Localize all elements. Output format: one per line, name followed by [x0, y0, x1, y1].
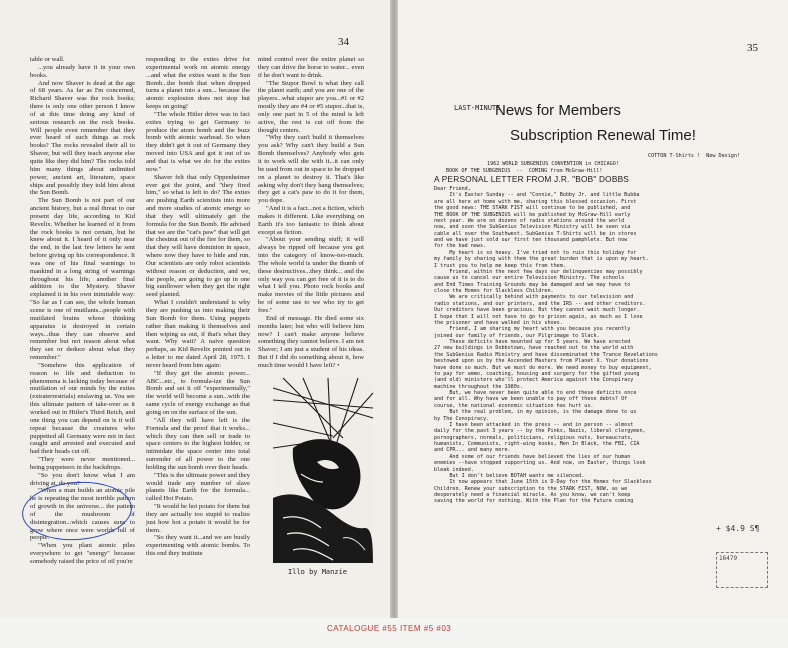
paragraph: "The whole Hitler drive was in fact exties trying to get Germany to produce the atom bomb and the buzz bomb with atomic warhead. So when they didn't get it out of Germany they moved into USA and got it out of us and that is what we do for the exties now.": [146, 110, 250, 173]
paragraph: table or wall.: [30, 56, 65, 63]
paragraph: "So you don't know what I am driving at, do you?: [30, 471, 135, 487]
page-number-right: 35: [747, 42, 758, 54]
inventory-stamp: [716, 552, 768, 588]
letter-paragraph: It's Easter Sunday -- and "Connie," Bobby Jr. and little Bubba are all here at home with me, sharing this blessed occasion. First the good news: THE STARK FIST will continue to be published, and THE BOOK OF THE SUBGENIUS will be published by McGraw-Hill early next year. We are on dozens of radio stations around the world now, and soon the SubGenius Television Ministry will be seen via cable all over the Southwest. SubGenius T-Shirts will be in stores and we have just sold our first ten thousand pamphlets. But now for the bad news.: [434, 192, 640, 250]
convention-notice: 1962 WORLD SUBGENIUS CONVENTION in CHICAGO!: [487, 161, 619, 167]
paragraph: "If they get the atomic power... ABC...etc., to formula-ize the Sun Bomb and set it off "experimentally," the world will become a sun...with the same cycle of energy exchange as that going on on the surface of the sun.: [146, 369, 250, 416]
illustration-art: [273, 378, 373, 563]
paragraph: "All they will have left is the Formula and the proof that it works... which they can then sell or trade to space centers to the highest bidder, or intimidate the space center into total surrender of all power to the one holding the sun bomb over their heads.: [146, 416, 250, 471]
letter-paragraph: I have been attacked in the press -- and in person -- almost daily for the past 3 years -- by the Pinks, Nazis, liberal clergymen, pornographers, normals, politicians, religious nuts, bureaucrats, humanists, Communists, right-wing kooks, Men In Black, the FBI, CIA and CPR... and many more.: [434, 421, 646, 454]
illustration-image: [273, 378, 373, 563]
paragraph: "The Stupor Bowl is what they call the planet earth; and you are one of the players...what stupor are you...#1 or #2 mostly they are #4 or #5 stupor...that is, only one part in 5 of the mind is left active, the rest is cut off from the thought centers.: [258, 79, 364, 134]
letter-paragraph: It now appears that June 15th is D-Day for the Homes for Slackless Children. Renew your subscription to the STARK FIST, NOW, as we desperately need a financial miracle. As you know, we can't keep saving the world for nothing. With the Plan for the Future coming: [434, 479, 652, 505]
letter-heading: A PERSONAL LETTER FROM J.R. "BOB" DOBBS: [434, 174, 630, 184]
paragraph: And now Shaver is dead at the age of 68 years. As far as I'm concerned, Richard Shaver was the rock books; there is only one other person I know of at this time doing any kind of serious research on the rock books. Will people even remember that they ever heard of such things as rock books? The rocks revealed their all to Shaver, but will they teach anyone else quite like they did him? The rocks told him many things about unlimited power, ancient art, literature, space ships and possibly they told him about the Sun Bomb.: [30, 79, 135, 197]
paragraph: "Why they can't build it themselves you ask? Why can't they build a Sun Bomb themselves? Anybody who gets it to work will die with it...it can only be used from out in space to be dropped on a planet to destroy it. That's like asking why don't they hang themselves; they get a cat's paw to do it for them, you dope.: [258, 134, 364, 205]
paragraph: "When you plant atomic piles everywhere to get "energy" because somebody raised the price of oil you're: [30, 542, 135, 565]
letter-paragraph: But, we have never been quite able to end these deficits once and for all. Why have we been unable to pay off these debts? Of course, the national economic situation has hurt us.: [434, 390, 637, 409]
letter-paragraph: But the real problem, in my opinion, is the damage done to us by The Conspiracy.: [434, 409, 637, 422]
column-3: [258, 56, 364, 368]
left-page: [0, 0, 392, 618]
column-2: [146, 56, 250, 556]
tshirt-notice: COTTON T-Shirts ! New Design!: [648, 153, 741, 159]
letter-paragraph: But I don't believe BOTAH wants me silenced.: [434, 472, 585, 479]
paragraph: What I couldn't understand is why they are pushing us into making their Sun Bomb for them. Using puppets rather than making it themselves and then wiping us out, if that's what they want. Why wait? A naive question perhaps, as Kid Revelix pointed out in a letter to me dated April 28, 1975. I never heard from him again:: [146, 299, 250, 369]
letter-paragraph: My heart is so heavy. I've tried not to ruin this holiday for my family by sharing with them the great burden that is upon my heart. I trust you to help me keep this from them.: [434, 249, 649, 269]
paragraph: "This is the ultimate power and they would trade any number of slave planets like Earth for the formula... called Hot Potato.: [146, 471, 250, 503]
paragraph: "When a man builds an atomic pile he is repeating the most terrible pattern of growth in the universe... the pattern of the mushroom of disintegration...which causes suns to grow where once were worlds full of people.: [30, 487, 135, 542]
letter-paragraph: Friend, within the next few days our delinquencies may possibly cause us to cancel our entire Television Ministry. The schools and End Times Training Grounds may be damaged and we may have to close the Homes for Slackless Children.: [434, 268, 643, 294]
salutation: Dear Friend,: [434, 186, 471, 192]
letter-paragraph: These deficits have mounted up for 5 years. We have erected 27 new buildings in Dobbstown, have reached out to the world with the SubGenius Radio Ministry and have disseminated the Trance Revelations bestowed upon us by the Ascended Masters from Planet X. Your donations have done so much. But we must do more. We need money to buy equipment, to pay for ammo, coaching, housing and surgery for the gifted young (and old) ministers who'll protect America against the Conspiracy machine throughout the 1980s.: [434, 339, 658, 390]
paragraph: "They were never mentioned... being puppeteers in the backdrops.: [30, 456, 135, 471]
paragraph: "And it is a fact...not a fiction, which makes it different. Like everything on Earth it's too fantastic to think about except as fiction.: [258, 205, 364, 236]
paragraph: "So they want it...and we are busily experimenting with atomic bombs. To this end they institute: [146, 534, 250, 558]
illustration-caption: Illo by Manzie: [288, 568, 348, 576]
paragraph: ...you already have it in your own books.: [30, 63, 135, 79]
headline-line-1: News for Members: [495, 102, 621, 119]
paragraph: "It would be hot potato for them but they are actually too stupid to realize just how hot a potato it would be for them.: [146, 503, 250, 534]
letter-body: [434, 186, 752, 576]
paragraph: "About your sending stuff; it will always be ripped off because you got into the category of know-too-much. The whole world is under the thumb of these destructives...they think... and the only way you can get free of it is to do what I tell you. Photo rock books and make movies of the little pictures and be of some use to we who try to get free.": [258, 236, 364, 314]
catalogue-label: CATALOGUE #55 ITEM #5 #03: [327, 624, 452, 633]
paragraph: "Somehow this application of reason to life and deduction to phenomena is lacking today because of mutilation of our minds by the exties (extraterrestrials) enslaving us. You see this ultimate pattern of take-over as it worked out in Hitler's Third Reich, and one thing you can depend on is it will repeat because the creatures who puppetted all Germany were not in fact caught and arrested and executed and had their heads cut off.: [30, 361, 135, 456]
paragraph: End of message. He died some six months later; but who will believe him now? I can't make anyone believe something they cannot believe. I am not Shaver; I am just a student of his ideas. But if I did do something about it, how much time would I have left? •: [258, 314, 364, 369]
paragraph: Shaver felt that only Oppenheimer ever got the point, and "they fired him," so what is left to do? The exties are pushing Earth scientists into more and more studies of atomic energy so that they will ultimately get the formula for the Sun Bomb. He advised that we are the "cat's paw" that will get the chestnut out of the fire for them, so that they will have dominion in space, where now they have to hide and run. Our scientists are only robot scientists without reason or deduction, and we, the people, are going to go up in one big sunflower when they get the right seed planted.: [146, 173, 250, 299]
letter-paragraph: And some of our friends have believed the lies of our human enemies --have stopped supporting us. And now, on Easter, things look bleak indeed.: [434, 453, 646, 473]
paragraph: mind control over the entire planet so they can drive the horse to water... even if he don't want to drink.: [258, 56, 364, 79]
last-minute-label: LAST-MINUTE: [454, 104, 501, 112]
stamp-number: 16479: [719, 555, 738, 562]
page-number-left: 34: [338, 36, 349, 48]
letter-paragraph: We are critically behind with payments to our television and radio stations, and our printers, and the IRS -- and other creditors. Our creditors have been gracious. But they cannot wait much longer. I hope that I will not have to go to prison again, as much as I love the prisoner and have walked in his shoes.: [434, 294, 646, 326]
headline-line-2: Subscription Renewal Time!: [510, 127, 696, 144]
paragraph: The Sun Bomb is not part of our ancient history, but a real threat to our present day life, according to Kid Revelix. Whether he learned of it from the rock books is not certain, but he knew about it. I heard of it only near the end, in the last few letters he sent before giving up his correspondence. It was one of his final warnings to mankind in a long string of warnings throughout his life; another final addition to the Mystery. Shaver explained it in his own inimitable way: "So far as I can see, the whole human scene is one of mutilants...people with mutilated brains whose thinking apparatus is destroyed in certain ways...thus they can observe and remember but not reason about what they see or deduce about what they remember.": [30, 197, 135, 362]
book-notice: BOOK OF THE SUBGENIUS -- COMING from McGraw-Hill!: [446, 168, 603, 174]
handwritten-price-note: + $4.9 S¶: [716, 524, 760, 533]
paragraph: responding to the exties drive for experimental work on atomic energy ...and what the exties want is the Sun Bomb...the bomb that when dropped turns a planet into a sun... because the atomic explosion does not stop but keeps on going!: [146, 56, 250, 111]
letter-paragraph: Friend, I am sharing my heart with you because you recently joined our family of friends, our Pilgrimage to Slack.: [434, 326, 631, 339]
